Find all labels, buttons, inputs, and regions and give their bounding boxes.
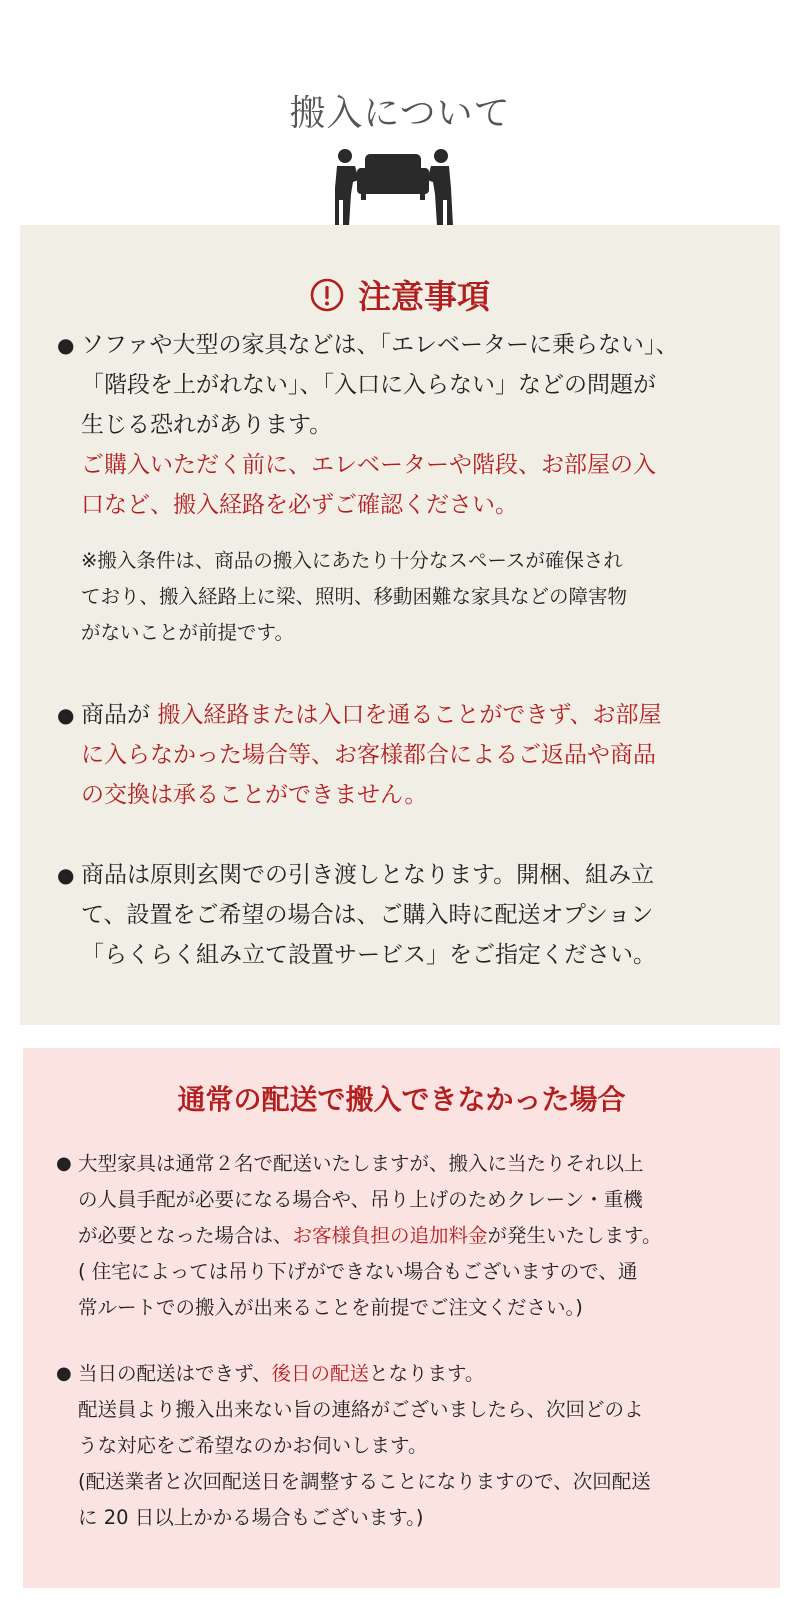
warning-line: に入らなかった場合等、お客様都合によるご返品や商品 [81,742,656,768]
notice-heading-text: 注意事項 [358,277,490,316]
text-part: 当日の配送はできず、 [78,1362,272,1385]
text-line: 「階段を上がれない」、「入口に入らない」などの問題が [81,372,656,398]
text-line: 常ルートでの搬入が出来ることを前提でご注文ください。) [78,1296,583,1319]
delivery-failure-heading: 通常の配送で搬入できなかった場合 [177,1083,626,1116]
warning-line: の交換は承ることができません。 [81,782,428,808]
page-title: 搬入について [289,93,511,134]
warning-line: 口など、搬入経路を必ずご確認ください。 [81,492,518,518]
warning-line: 搬入経路または入口を通ることができず、お部屋 [157,702,662,728]
note-line: ※搬入条件は、商品の搬入にあたり十分なスペースが確保され [81,549,623,572]
text-line: 「らくらく組み立て設置サービス」をご指定ください。 [81,942,656,968]
text-line: ソファや大型の家具などは、「エレベーターに乗らない」、 [81,332,679,358]
text-part: が発生いたします。 [487,1224,662,1247]
bullet: ● [56,1153,72,1174]
warning-line: ご購入いただく前に、エレベーターや階段、お部屋の入 [81,452,656,478]
text-line: に 20 日以上かかる場合もございます。) [78,1506,424,1529]
note-line: ており、搬入経路上に梁、照明、移動困難な家具などの障害物 [81,585,628,608]
text-prefix: 商品が [81,702,150,728]
text-line: 生じる恐れがあります。 [81,412,333,438]
exclamation-circle-icon [310,278,344,312]
warning-text: お客様負担の追加料金 [292,1224,488,1247]
notice-item-1 [57,325,737,651]
notice-item-2 [57,695,737,815]
text-line: 配送員より搬入出来ない旨の連絡がございましたら、次回どのよ [78,1398,644,1421]
notice-panel [20,225,780,1025]
sofa-movers-icon [335,148,465,226]
delivery-failure-panel [23,1048,780,1588]
text-line: 商品は原則玄関での引き渡しとなります。開梱、組み立 [81,862,655,888]
bullet: ● [56,1363,72,1384]
text-line: 大型家具は通常２名で配送いたしますが、搬入に当たりそれ以上 [78,1152,644,1175]
text-line: ( 住宅によっては吊り下げができない場合もございますので、通 [78,1260,638,1283]
text-line: の人員手配が必要になる場合や、吊り上げのためクレーン・重機 [78,1188,643,1211]
bullet: ● [57,703,75,727]
text-part: が必要となった場合は、 [78,1224,293,1247]
text-line: うな対応をご希望なのかお伺いします。 [78,1434,428,1457]
note-line: がないことが前提です。 [81,621,294,644]
notice-item-3 [57,855,737,975]
bullet: ● [57,863,75,887]
bullet: ● [57,333,75,357]
notice-heading [20,271,780,318]
text-line: (配送業者と次回配送日を調整することになりますので、次回配送 [78,1470,651,1493]
delivery-item-2 [56,1356,756,1536]
delivery-item-1 [56,1146,756,1326]
warning-text: 後日の配送 [271,1362,369,1385]
text-line: て、設置をご希望の場合は、ご購入時に配送オプション [81,902,654,928]
text-part: となります。 [368,1362,485,1385]
